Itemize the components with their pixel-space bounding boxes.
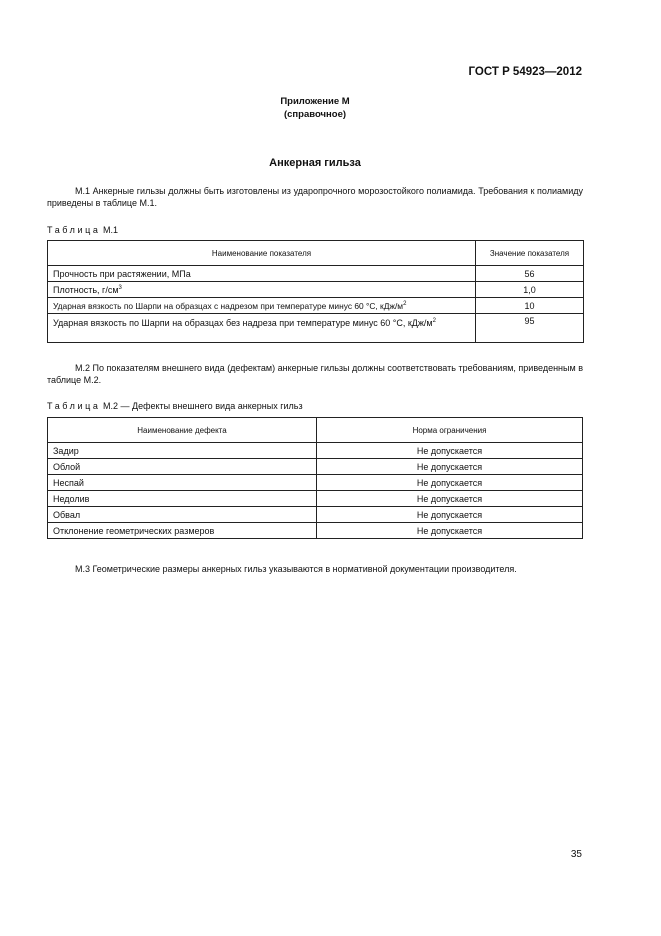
table-cell-value: 10 (476, 298, 584, 314)
paragraph-m2 (47, 362, 583, 386)
table-cell-value: 56 (476, 266, 584, 282)
table-row (48, 266, 584, 282)
paragraph-m1-text: М.1 Анкерные гильзы должны быть изготовлены из ударопрочного морозостойкого полиамида. Требования к полиамиду приведены в таблице М.1. (47, 186, 583, 208)
table-row (48, 282, 584, 298)
table-cell-value: Не допускается (317, 491, 583, 507)
table-m1-header-row (48, 241, 584, 266)
table-row (48, 507, 583, 523)
table-cell-name: Обвал (48, 507, 317, 523)
table-row (48, 459, 583, 475)
table-m2 (47, 417, 583, 539)
annex-title: Приложение М (280, 96, 350, 107)
table-row (48, 298, 584, 314)
table-cell-name: Облой (48, 459, 317, 475)
table-m1-header-name: Наименование показателя (48, 241, 476, 266)
section-title: Анкерная гильза (269, 157, 361, 169)
table-row (48, 314, 584, 343)
table-row (48, 443, 583, 459)
superscript: 2 (432, 318, 436, 324)
table-cell-value: 95 (476, 314, 584, 343)
table-cell-name: Прочность при растяжении, МПа (48, 266, 476, 282)
table-m1-caption-rest: М.1 (100, 225, 119, 235)
table-m1-header-value: Значение показателя (476, 241, 584, 266)
table-cell-value: Не допускается (317, 443, 583, 459)
document-code: ГОСТ Р 54923—2012 (468, 66, 582, 78)
table-m2-caption-rest: М.2 — Дефекты внешнего вида анкерных гильз (100, 401, 303, 411)
table-m2-caption (47, 401, 303, 411)
paragraph-m3-text: М.3 Геометрические размеры анкерных гильз указываются в нормативной документации производителя. (75, 564, 517, 574)
table-row (48, 475, 583, 491)
superscript: 2 (403, 300, 407, 307)
table-cell-value: Не допускается (317, 507, 583, 523)
table-cell-name: Отклонение геометрических размеров (48, 523, 317, 539)
table-row (48, 491, 583, 507)
table-m1-caption (47, 225, 118, 235)
table-cell-name: Недолив (48, 491, 317, 507)
paragraph-m3 (47, 563, 583, 575)
table-cell-name: Задир (48, 443, 317, 459)
table-m2-header-name: Наименование дефекта (48, 418, 317, 443)
table-m1-caption-word: Таблица (47, 225, 101, 235)
table-cell-value: 1,0 (476, 282, 584, 298)
table-m2-caption-word: Таблица (47, 401, 101, 411)
table-m1 (47, 240, 584, 343)
superscript: 3 (118, 284, 122, 291)
table-row (48, 523, 583, 539)
page-number: 35 (570, 849, 582, 860)
table-cell-name: Ударная вязкость по Шарпи на образцах без надреза при температуре минус 60 °С, кДж/$м^2$ (48, 314, 476, 343)
table-cell-name: Неспай (48, 475, 317, 491)
table-m2-header-row (48, 418, 583, 443)
table-m2-header-value: Норма ограничения (317, 418, 583, 443)
table-cell-value: Не допускается (317, 475, 583, 491)
paragraph-m1 (47, 185, 583, 209)
annex-type: (справочное) (283, 109, 347, 120)
table-cell-name: Плотность, $г/см^3$ (48, 282, 476, 298)
table-cell-value: Не допускается (317, 523, 583, 539)
paragraph-m2-text: М.2 По показателям внешнего вида (дефектам) анкерные гильзы должны соответствовать требованиям, приведенным в таблице М.2. (47, 363, 583, 385)
table-cell-name: Ударная вязкость по Шарпи на образцах с надрезом при температуре минус 60 °С, кДж/$м^2$ (48, 298, 476, 314)
table-cell-value: Не допускается (317, 459, 583, 475)
